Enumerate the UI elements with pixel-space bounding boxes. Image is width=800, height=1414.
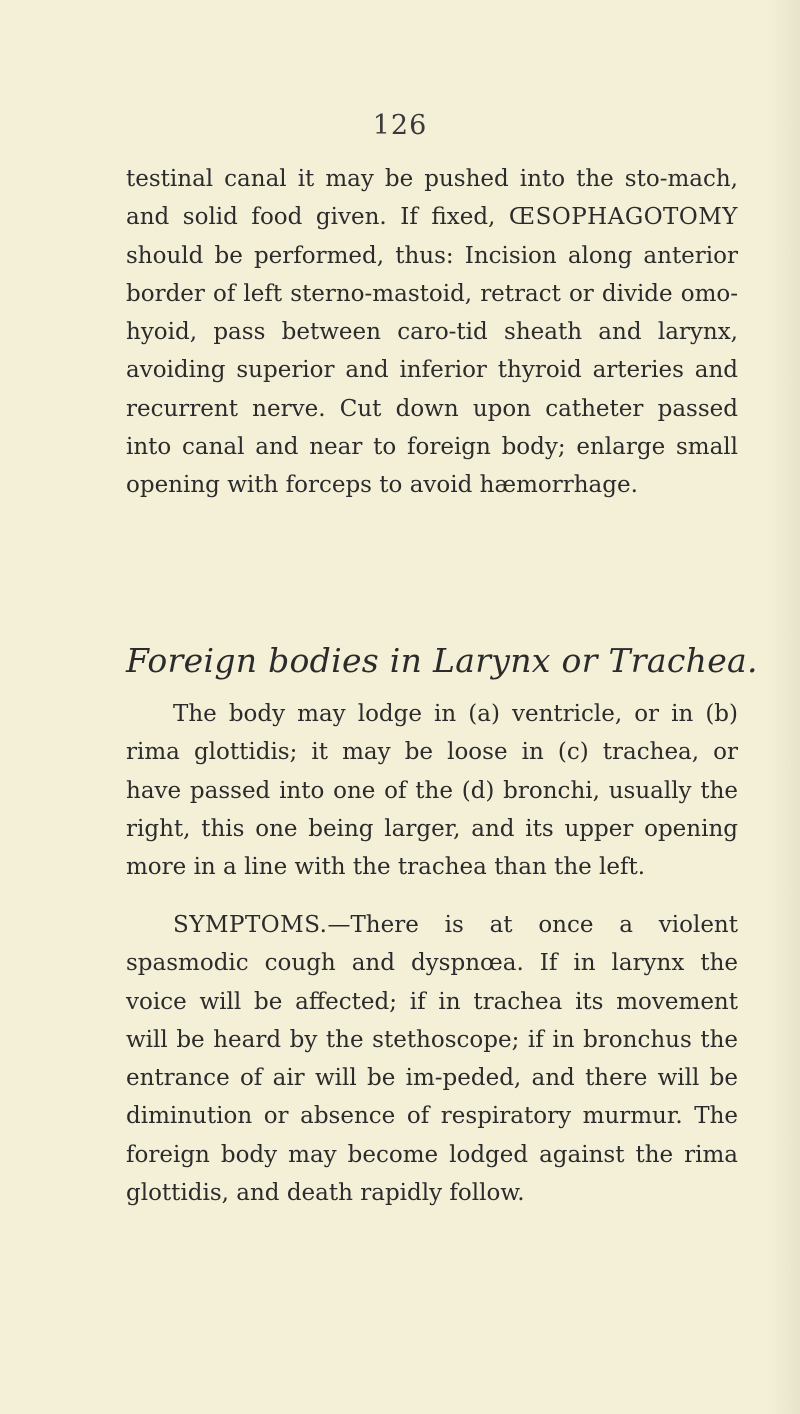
paragraph-3-text bbox=[126, 906, 738, 1212]
paragraph-oesophagotomy bbox=[126, 160, 738, 505]
section-heading: Foreign bodies in Larynx or Trachea. bbox=[126, 641, 758, 680]
paragraph-lodging-sites bbox=[126, 695, 738, 886]
term-symptoms: SYMPTOMS. bbox=[173, 912, 328, 938]
paragraph-1-part1: testinal canal it may be pushed into the sto-mach, and solid food given. If fixed, bbox=[126, 166, 738, 231]
paragraph-2-text: The body may lodge in (a) ventricle, or in (b) rima glottidis; it may be loose in (c) trachea, or have passed into one of the (d) bronchi, usually the right, this one being larger, and its upper opening more in a line with the trachea than the left. bbox=[126, 701, 738, 881]
paragraph-1-text bbox=[126, 160, 738, 505]
paragraph-3-body: —There is at once a violent spasmodic cough and dyspnœa. If in larynx the voice will be affected; if in trachea its movement will be heard by the stethoscope; if in bronchus the entrance of air will be im-peded, and there will be diminution or absence of respiratory murmur. The foreign body may become lodged against the rima glottidis, and death rapidly follow. bbox=[126, 912, 738, 1207]
paragraph-symptoms bbox=[126, 906, 738, 1212]
term-oesophagotomy: ŒSOPHAGOTOMY bbox=[508, 204, 738, 231]
page-number: 126 bbox=[372, 110, 428, 141]
paragraph-1-part2: should be performed, thus: Incision along anterior border of left sterno-mastoid, retract or divide omo-hyoid, pass between caro-tid sheath and larynx, avoiding superior and inferior thyroid arteries and recurrent nerve. Cut down upon catheter passed into canal and near to foreign body; enlarge small opening with forceps to avoid hæmorrhage. bbox=[126, 242, 738, 499]
